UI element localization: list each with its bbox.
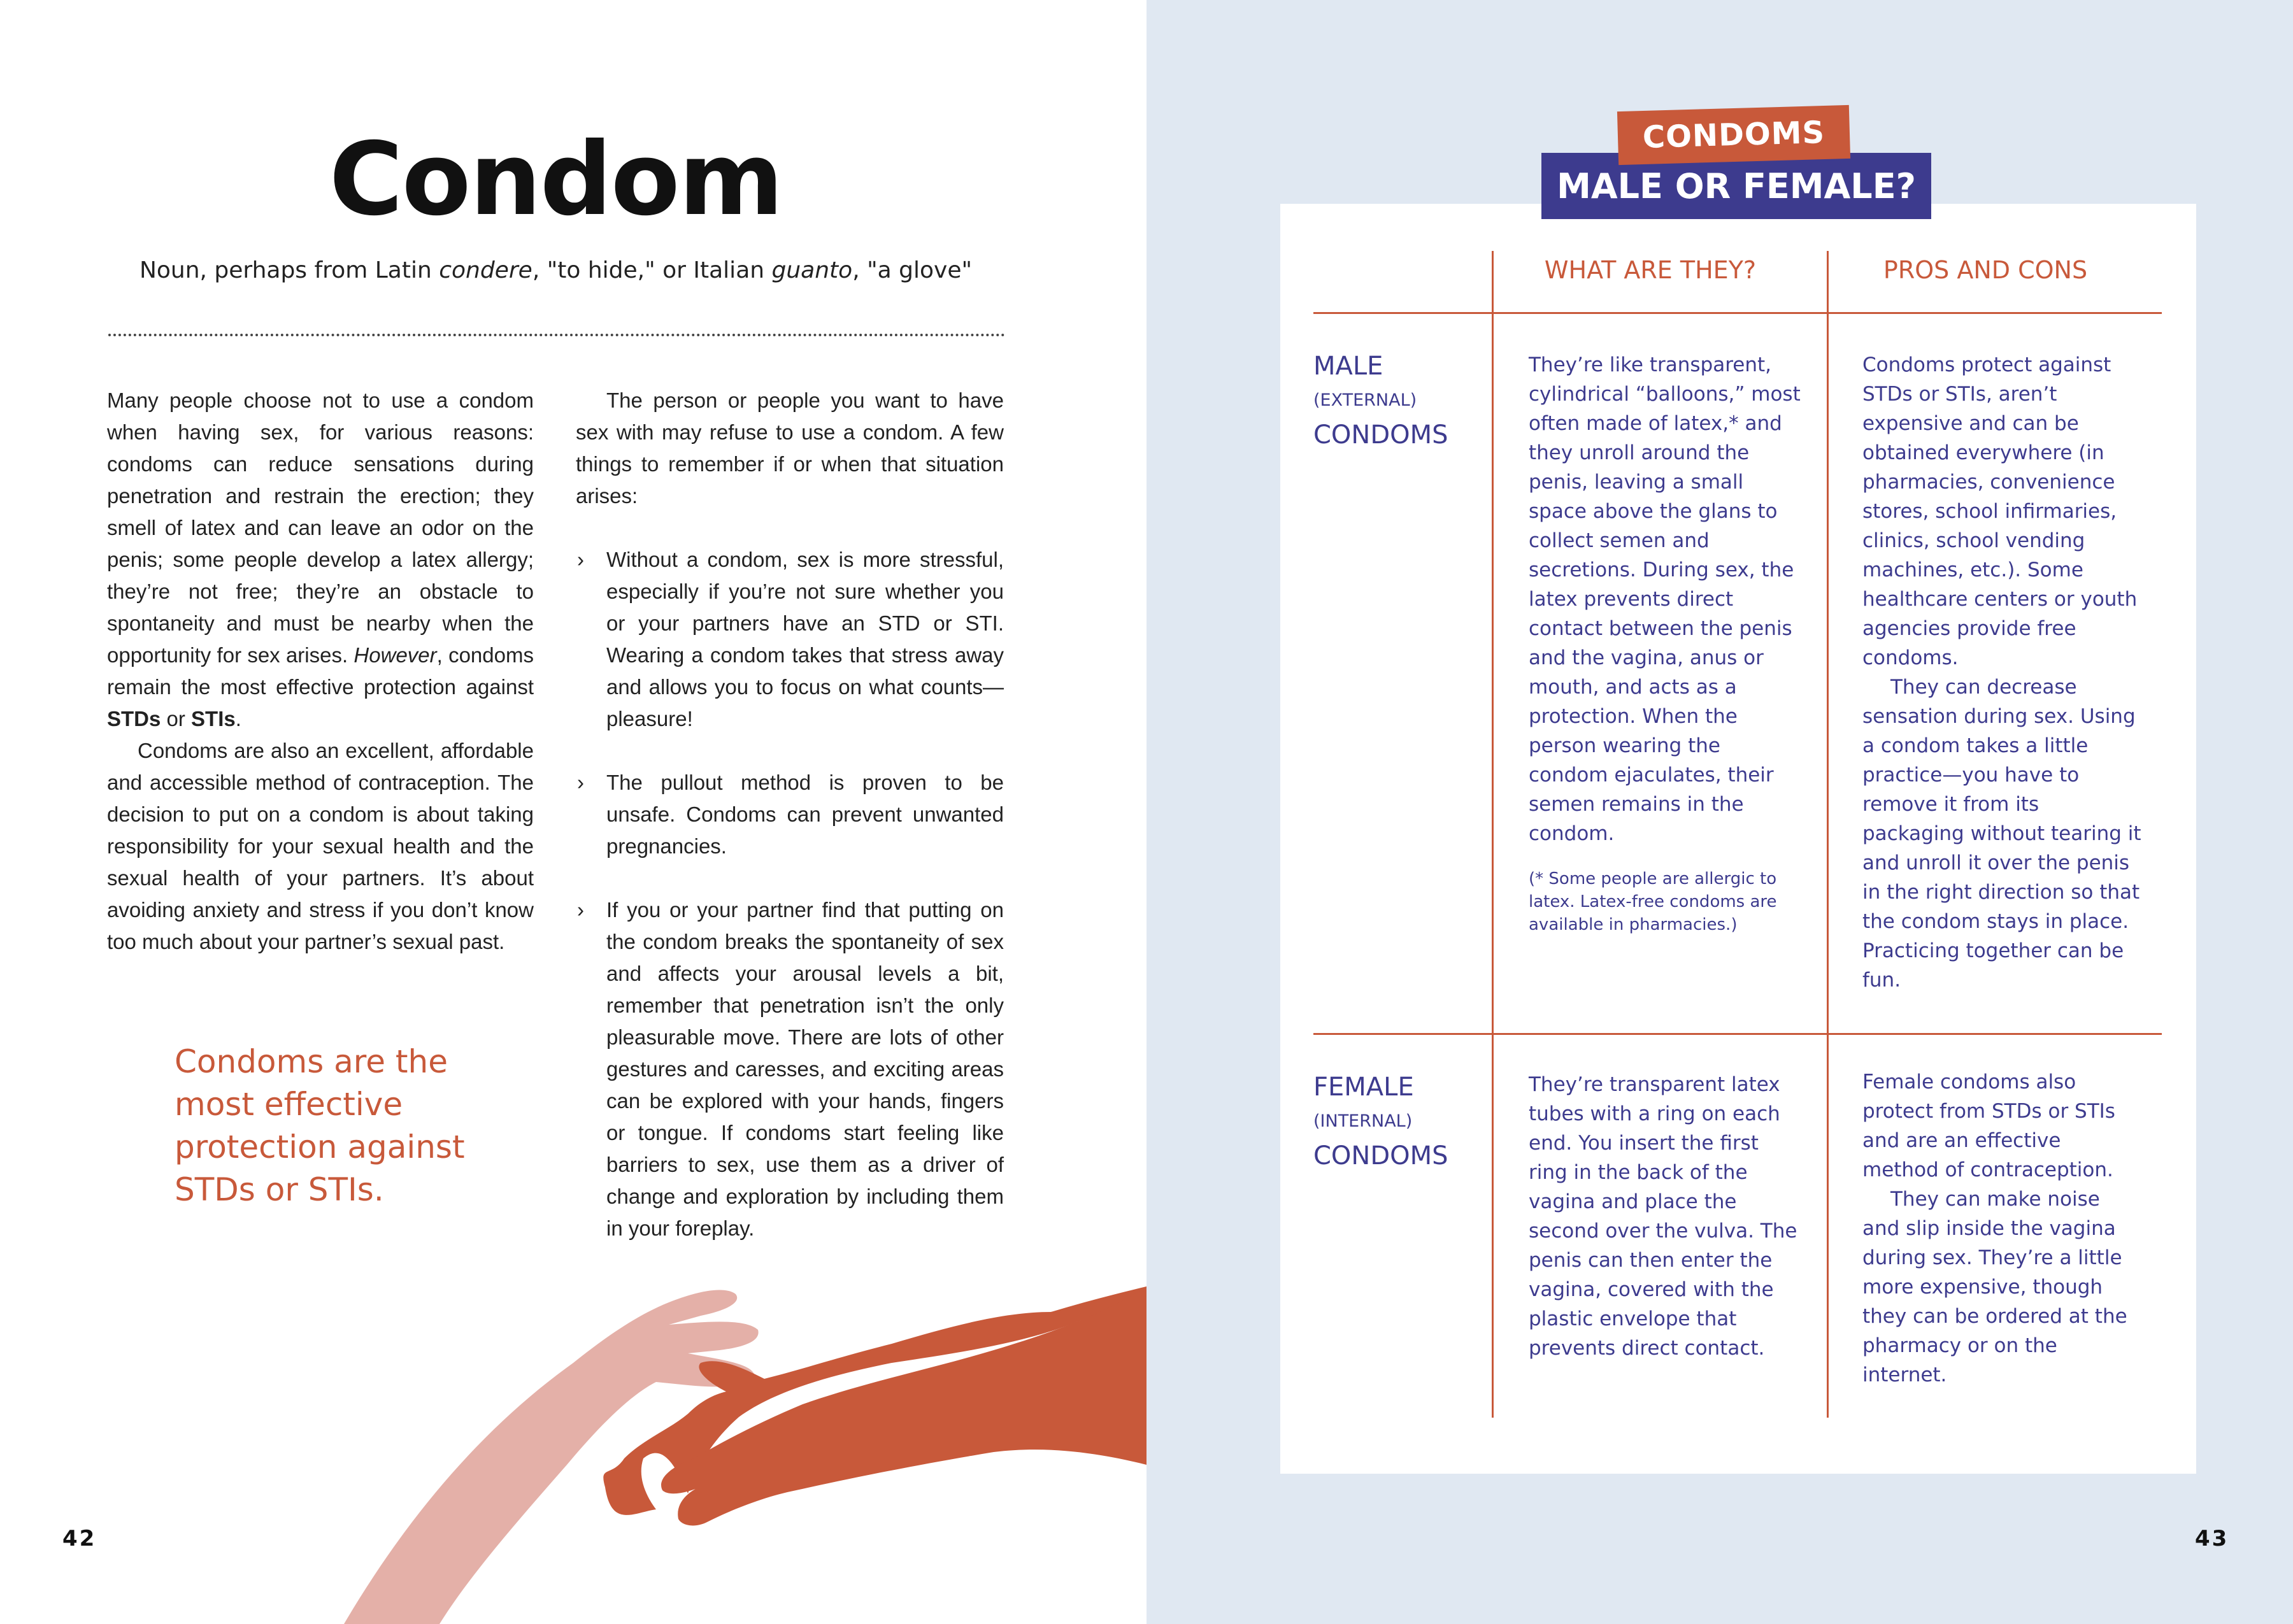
- table-header-rule: [1313, 312, 2162, 314]
- bullet-item: › If you or your partner find that putting on the condom breaks the spontaneity of sex and affects your arousal levels a bit, remember that penetration isn’t the only pleasurable move. There are lots of other gestures and caresses, and exciting areas can be explored with your hands, fingers or tongue. If condoms start feeling like barriers to sex, use them as a driver of change and exploration by including them in your foreplay.: [576, 894, 1004, 1244]
- body-paragraph: Condoms are also an excellent, affordable and accessible method of contraception. The decision to put on a condom is about taking responsibility for your sexual health and the sexual health of your partners. It’s about avoiding anxiety and stress if you don’t know too much about your partner’s sexual past.: [107, 739, 534, 953]
- title-badge: CONDOMS: [1617, 105, 1850, 165]
- cell-male-pros: Condoms protect against STDs or STIs, aren’t expensive and can be obtained everywhere (in pharmacies, convenience stores, school infirmaries, clinics, school vending machines, etc.). Some healthcare centers or youth agencies provide free condoms. They can decrease sensation during sex. Using a condom takes a little practice—you have to remove it from its packaging without tearing it and unroll it over the penis in the right direction so that the condom stays in place. Practicing together can be fun.: [1862, 353, 2141, 992]
- left-page: [0, 0, 1146, 1624]
- cell-female-pros: Female condoms also protect from STDs or STIs and are an effective method of contraception. They can make noise and slip inside the vagina during sex. They’re a little more expensive, though they can be ordered at the pharmacy or on the internet.: [1862, 1071, 2127, 1386]
- bullet-item: › The pullout method is proven to be unsafe. Condoms can prevent unwanted pregnancies.: [576, 767, 1004, 862]
- column-header-pros: PROS AND CONS: [1883, 256, 2088, 284]
- page-title: Condom: [329, 121, 783, 238]
- row-label-female: FEMALE (INTERNAL) CONDOMS: [1313, 1072, 1448, 1171]
- column-header-what: WHAT ARE THEY?: [1544, 256, 1757, 284]
- chevron-right-icon: ›: [577, 548, 584, 571]
- row-label-male: MALE (EXTERNAL) CONDOMS: [1313, 352, 1448, 450]
- table-column-divider: [1492, 251, 1494, 1418]
- bullet-item: › Without a condom, sex is more stressful, especially if you’re not sure whether you or your partners have an STD or STI. Wearing a condom takes that stress away and allows you to focus on what counts—pleasure!: [576, 544, 1004, 735]
- hands-illustration: [0, 0, 1146, 1624]
- chevron-right-icon: ›: [577, 898, 584, 922]
- page-number: 43: [2195, 1526, 2229, 1551]
- cell-female-what: They’re transparent latex tubes with a ring on each end. You insert the first ring in the back of the vagina and place the second over the vulva. The penis can then enter the vagina, covered with the plastic envelope that prevents direct contact.: [1529, 1073, 1797, 1360]
- subtitle-badge: MALE OR FEMALE?: [1541, 153, 1931, 219]
- table-column-divider: [1827, 251, 1829, 1418]
- pull-quote: Condoms are the most effective protection against STDs or STIs.: [175, 1043, 465, 1208]
- latex-allergy-note: (* Some people are allergic to latex. Latex-free condoms are available in pharmacies.): [1529, 869, 1777, 934]
- cell-male-what: They’re like transparent, cylindrical “balloons,” most often made of latex,* and they unroll around the penis, leaving a small space above the glans to collect semen and secretions. During sex, the latex prevents direct contact between the penis and the vagina, anus or mouth, and acts as a protection. When the person wearing the condom ejaculates, their semen remains in the condom. (* Some people are allergic to latex. Latex-free condoms are available in pharmacies.): [1529, 350, 1803, 936]
- body-paragraph: The person or people you want to have sex with may refuse to use a condom. A few things to remember if or when that situation arises:: [576, 388, 1004, 508]
- page-number: 42: [62, 1526, 97, 1551]
- chevron-right-icon: ›: [577, 771, 584, 794]
- body-paragraph: Many people choose not to use a condom when having sex, for various reasons: condoms can reduce sensations during penetration and restrain the erection; they smell of latex and can leave an odor on the penis; some people develop a latex allergy; they’re not free; they’re an obstacle to spontaneity and must be nearby when the opportunity for sex arises. However, condoms remain the most effective protection against STDs or STIs.: [107, 388, 534, 730]
- table-row-rule: [1313, 1033, 2162, 1035]
- etymology: Noun, perhaps from Latin condere, "to hide," or Italian guanto, "a glove": [139, 257, 973, 283]
